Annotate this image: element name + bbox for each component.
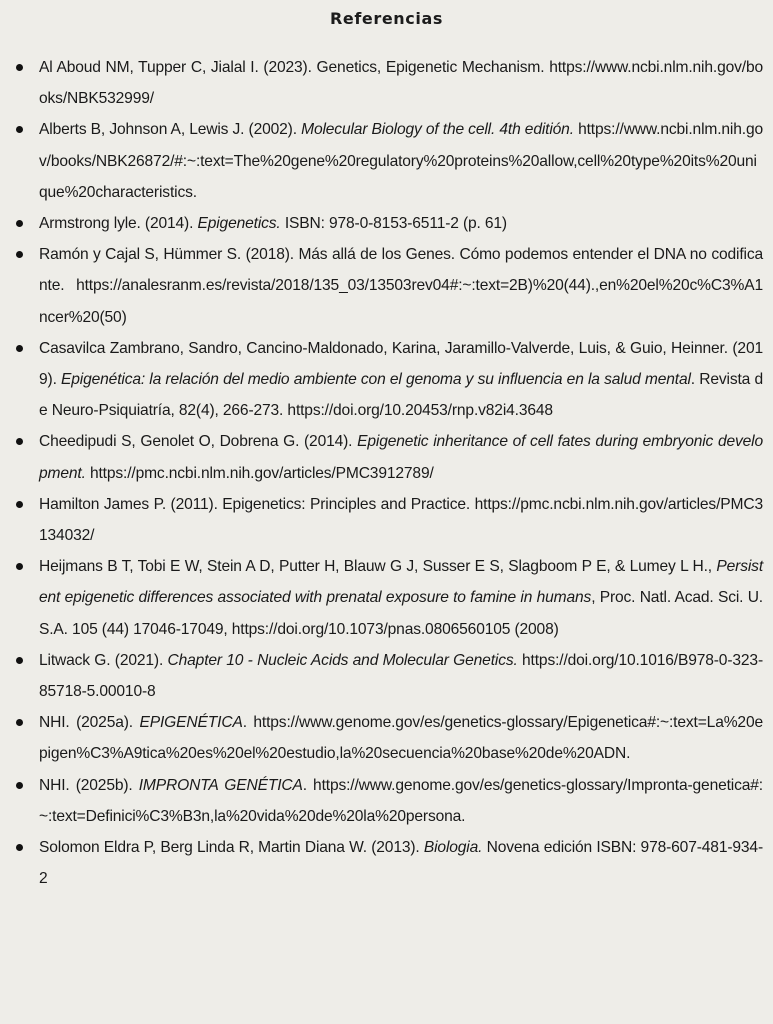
reference-title: IMPRONTA GENÉTICA bbox=[138, 776, 303, 794]
reference-item bbox=[0, 832, 773, 894]
reference-url[interactable]: . https://www.genome.gov/es/genetics-glossary/Impronta-genetica#:~:text=Definici%C3%B3n,la%20vida%20de%20la%20persona. bbox=[39, 776, 763, 825]
reference-text: Ramón y Cajal S, Hümmer S. (2018). Más allá de los Genes. Cómo podemos entender el DNA no codificante. bbox=[39, 246, 763, 295]
reference-text: ISBN: 978-0-8153-6511-2 (p. 61) bbox=[284, 215, 507, 233]
reference-url[interactable]: https://analesranm.es/revista/2018/135_03/13503rev04#:~:text=2B)%20(44).,en%20el%20c%C3%A1ncer%20(50) bbox=[39, 277, 763, 326]
reference-url[interactable]: https://doi.org/10.1016/B978-0-323-85718-5.00010-8 bbox=[39, 651, 763, 701]
reference-url[interactable]: https://www.ncbi.nlm.nih.gov/books/NBK532999/ bbox=[39, 59, 763, 108]
reference-title: EPIGENÉTICA bbox=[139, 714, 243, 732]
bullet-icon bbox=[16, 657, 23, 664]
reference-url[interactable]: https://www.ncbi.nlm.nih.gov/books/NBK26872/#:~:text=The%20gene%20regulatory%20proteins%20allow,cell%20type%20its%20unique%20characteristics. bbox=[39, 121, 763, 201]
reference-item bbox=[0, 114, 773, 208]
bullet-icon bbox=[16, 345, 23, 352]
reference-title: Chapter 10 - Nucleic Acids and Molecular Genetics. bbox=[167, 651, 523, 669]
reference-text: Hamilton James P. (2011). Epigenetics: Principles and Practice. bbox=[39, 495, 475, 513]
bullet-icon bbox=[16, 251, 23, 258]
reference-item bbox=[0, 489, 773, 551]
reference-text: Litwack G. (2021). bbox=[39, 651, 168, 669]
bullet-icon bbox=[16, 220, 23, 227]
reference-title: Biologia. bbox=[423, 839, 483, 857]
reference-text: Novena edición ISBN: 978-607-481-934-2 bbox=[39, 839, 763, 888]
reference-item bbox=[0, 551, 773, 645]
reference-item bbox=[0, 645, 773, 707]
reference-text: Armstrong lyle. (2014). bbox=[39, 215, 198, 233]
reference-url[interactable]: . https://www.genome.gov/es/genetics-glossary/Epigenetica#:~:text=La%20epigen%C3%A9tica%20es%20el%20estudio,la%20secuencia%20base%20de%20ADN. bbox=[39, 714, 763, 763]
reference-text: Solomon Eldra P, Berg Linda R, Martin Diana W. (2013). bbox=[39, 839, 424, 857]
reference-text: Al Aboud NM, Tupper C, Jialal I. (2023). Genetics, Epigenetic Mechanism. bbox=[39, 59, 550, 76]
bullet-icon bbox=[16, 126, 23, 133]
reference-title: Epigenética: la relación del medio ambiente con el genoma y su influencia en la salud mental bbox=[61, 371, 691, 389]
reference-item bbox=[0, 208, 773, 239]
bullet-icon bbox=[16, 719, 23, 726]
reference-url[interactable]: https://pmc.ncbi.nlm.nih.gov/articles/PMC3134032/ bbox=[39, 495, 763, 545]
reference-item bbox=[0, 707, 773, 769]
reference-text: NHI. (2025b). bbox=[39, 776, 139, 794]
reference-title: Molecular Biology of the cell. 4th editión. bbox=[301, 121, 579, 139]
reference-text: Cheedipudi S, Genolet O, Dobrena G. (2014). bbox=[39, 433, 358, 451]
bullet-icon bbox=[16, 563, 23, 570]
reference-list bbox=[0, 52, 773, 894]
reference-text: , Proc. Natl. Acad. Sci. U.S.A. 105 (44) 17046-17049, https://doi.org/10.1073/pnas.0806560105 (2008) bbox=[39, 589, 763, 638]
reference-item bbox=[0, 333, 773, 427]
bullet-icon bbox=[16, 64, 23, 71]
reference-text: Heijmans B T, Tobi E W, Stein A D, Putter H, Blauw G J, Susser E S, Slagboom P E, & Lumey L H., bbox=[39, 558, 717, 576]
reference-item bbox=[0, 239, 773, 333]
reference-title: Persistent epigenetic differences associated with prenatal exposure to famine in humans bbox=[39, 558, 763, 607]
reference-text: Casavilca Zambrano, Sandro, Cancino-Maldonado, Karina, Jaramillo-Valverde, Luis, & Guio, Heinner. (2019). bbox=[39, 339, 763, 389]
reference-text: . Revista de Neuro-Psiquiatría, 82(4), 266-273. https://doi.org/10.20453/rnp.v82i4.3648 bbox=[39, 371, 763, 420]
bullet-icon bbox=[16, 501, 23, 508]
bullet-icon bbox=[16, 844, 23, 851]
reference-title: Epigenetic inheritance of cell fates during embryonic development. bbox=[39, 433, 763, 482]
reference-url[interactable]: https://pmc.ncbi.nlm.nih.gov/articles/PMC3912789/ bbox=[89, 464, 434, 482]
bullet-icon bbox=[16, 438, 23, 445]
reference-item bbox=[0, 770, 773, 832]
reference-title: Epigenetics. bbox=[197, 215, 285, 233]
reference-text: NHI. (2025a). bbox=[39, 714, 140, 732]
reference-item bbox=[0, 426, 773, 488]
reference-text: Alberts B, Johnson A, Lewis J. (2002). bbox=[39, 121, 302, 139]
page-title: Referencias bbox=[329, 9, 443, 28]
bullet-icon bbox=[16, 782, 23, 789]
reference-item bbox=[0, 52, 773, 114]
